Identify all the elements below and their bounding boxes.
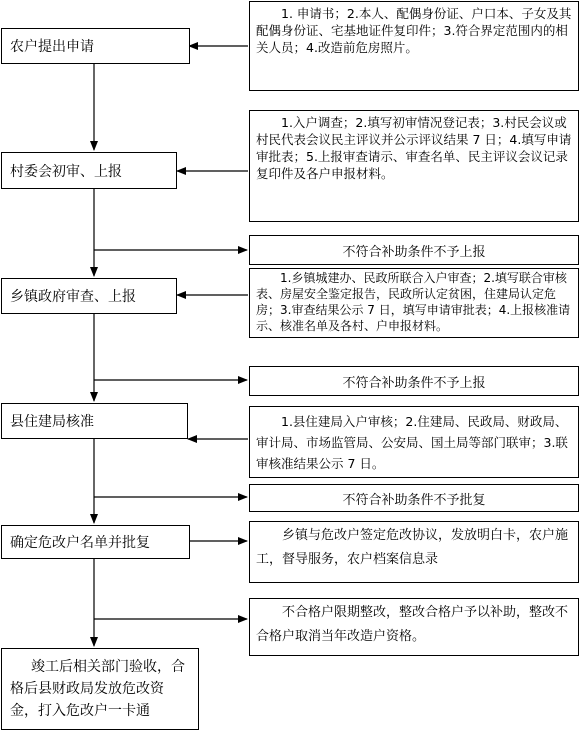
note-apply <box>249 1 579 91</box>
step-township-review <box>1 278 177 314</box>
note-confirm <box>249 521 579 583</box>
reject-county <box>249 484 579 512</box>
note-county <box>249 406 579 478</box>
step-confirm-list <box>1 525 190 559</box>
step-village-review-label: 村委会初审、上报 <box>10 163 122 180</box>
reject-village <box>249 235 579 265</box>
reject-township <box>249 366 579 396</box>
note-village-text: 1.入户调查；2.填写初审情况登记表；3.村民会议或村民代表会议民主评议并公示评议结果 7 日；4.填写申请审批表；5.上报审查请示、审查名单、民主评议会议记录复印件及各户申报材料。 <box>256 115 572 181</box>
step-apply-label: 农户提出申请 <box>10 39 94 55</box>
reject-county-text: 不符合补助条件不予批复 <box>342 492 486 508</box>
note-township-text: 1.乡镇城建办、民政所联合入户审查；2.填写联合审核表、房屋安全鉴定报告，民政所认定贫困，住建局认定危房；3.审查结果公示 7 日，填写申请审批表；4.上报核准请示、核准名单及各村、户申报材料。 <box>256 271 571 333</box>
step-final-acceptance <box>1 648 199 730</box>
note-rectify <box>249 598 579 656</box>
note-rectify-text: 不合格户限期整改，整改合格户予以补助，整改不合格户取消当年改造户资格。 <box>256 605 569 644</box>
note-county-text: 1.县住建局入户审核；2.住建局、民政局、财政局、审计局、市场监管局、公安局、国土局等部门联审；3.联审核准结果公示 7 日。 <box>256 414 568 471</box>
step-apply <box>1 28 190 64</box>
note-village <box>249 110 579 222</box>
reject-township-text: 不符合补助条件不予上报 <box>342 375 486 391</box>
reject-village-text: 不符合补助条件不予上报 <box>342 244 486 260</box>
step-final-acceptance-label: 竣工后相关部门验收，合格后县财政局发放危改资金，打入危改户一卡通 <box>10 659 185 719</box>
step-township-review-label: 乡镇政府审查、上报 <box>10 289 136 305</box>
note-township <box>249 268 579 338</box>
step-village-review <box>1 152 177 189</box>
step-county-approve <box>1 403 188 439</box>
note-apply-text: 1. 申请书；2.本人、配偶身份证、户口本、子女及其配偶身份证、宅基地证件复印件；3.符合界定范围内的相关人员；4.改造前危房照片。 <box>256 6 572 55</box>
step-county-approve-label: 县住建局核准 <box>10 414 94 430</box>
step-confirm-list-label: 确定危改户名单并批复 <box>10 535 150 551</box>
note-confirm-text: 乡镇与危改户签定危改协议，发放明白卡，农户施工，督导服务，农户档案信息录 <box>256 528 569 567</box>
